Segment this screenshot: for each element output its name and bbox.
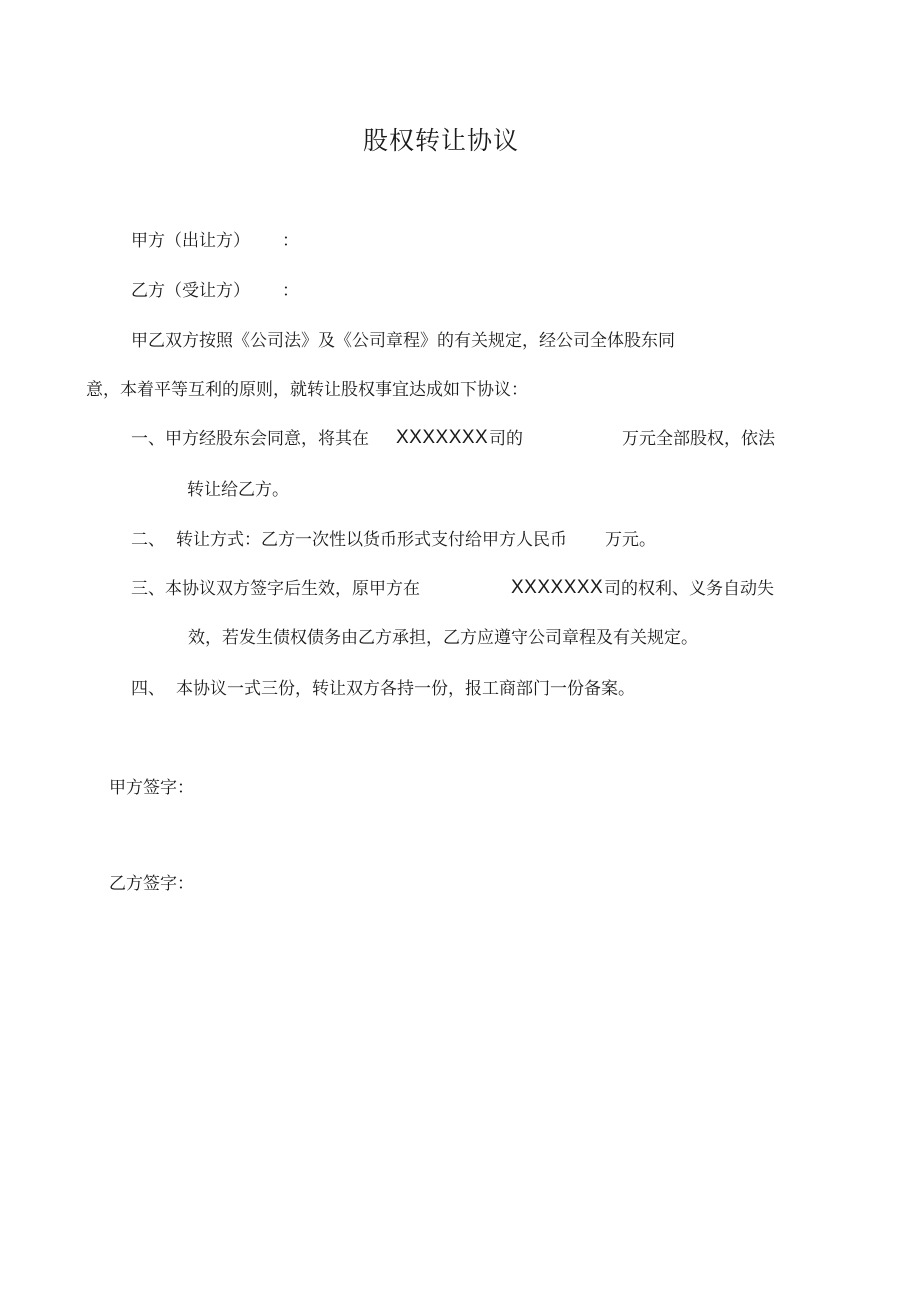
- signature-a-label: 甲方签字：: [109, 778, 194, 798]
- clause-1-amount-text: 万元全部股权，依法: [622, 429, 775, 449]
- clause-1-company: XXXXXXX: [396, 427, 489, 448]
- clause-3-prefix: 三、本协议双方签字后生效，原甲方在: [131, 579, 420, 599]
- clause-4-text: 本协议一式三份，转让双方各持一份，报工商部门一份备案。: [176, 679, 635, 699]
- clause-3-suffix: 司的权利、义务自动失: [604, 579, 774, 599]
- clause-2-unit: 万元。: [605, 530, 656, 550]
- party-a-colon: ：: [282, 231, 299, 251]
- clause-3-company: XXXXXXX: [511, 577, 604, 598]
- clause-1-line-2: 转让给乙方。: [187, 480, 289, 500]
- clause-1-prefix: 一、甲方经股东会同意，将其在: [131, 429, 369, 449]
- clause-4-number: 四、: [131, 679, 165, 699]
- preamble-line-2: 意，本着平等互利的原则，就转让股权事宜达成如下协议：: [86, 380, 528, 400]
- party-a-label: 甲方（出让方）: [131, 231, 250, 251]
- party-b-row: [131, 279, 250, 303]
- clause-2-text: 转让方式：乙方一次性以货币形式支付给甲方人民币: [176, 530, 567, 550]
- party-b-label: 乙方（受让方）: [131, 281, 250, 301]
- preamble-line-1: 甲乙双方按照《公司法》及《公司章程》的有关规定，经公司全体股东同: [131, 331, 675, 351]
- clause-1-company-suffix: 司的: [489, 429, 523, 449]
- party-b-colon: ：: [282, 281, 299, 301]
- document-title: 股权转让协议: [362, 126, 519, 155]
- clause-2-number: 二、: [131, 530, 165, 550]
- clause-3-line-2: 效，若发生债权债务由乙方承担，乙方应遵守公司章程及有关规定。: [188, 628, 698, 648]
- party-a-row: [131, 229, 250, 253]
- signature-b-label: 乙方签字：: [109, 874, 194, 894]
